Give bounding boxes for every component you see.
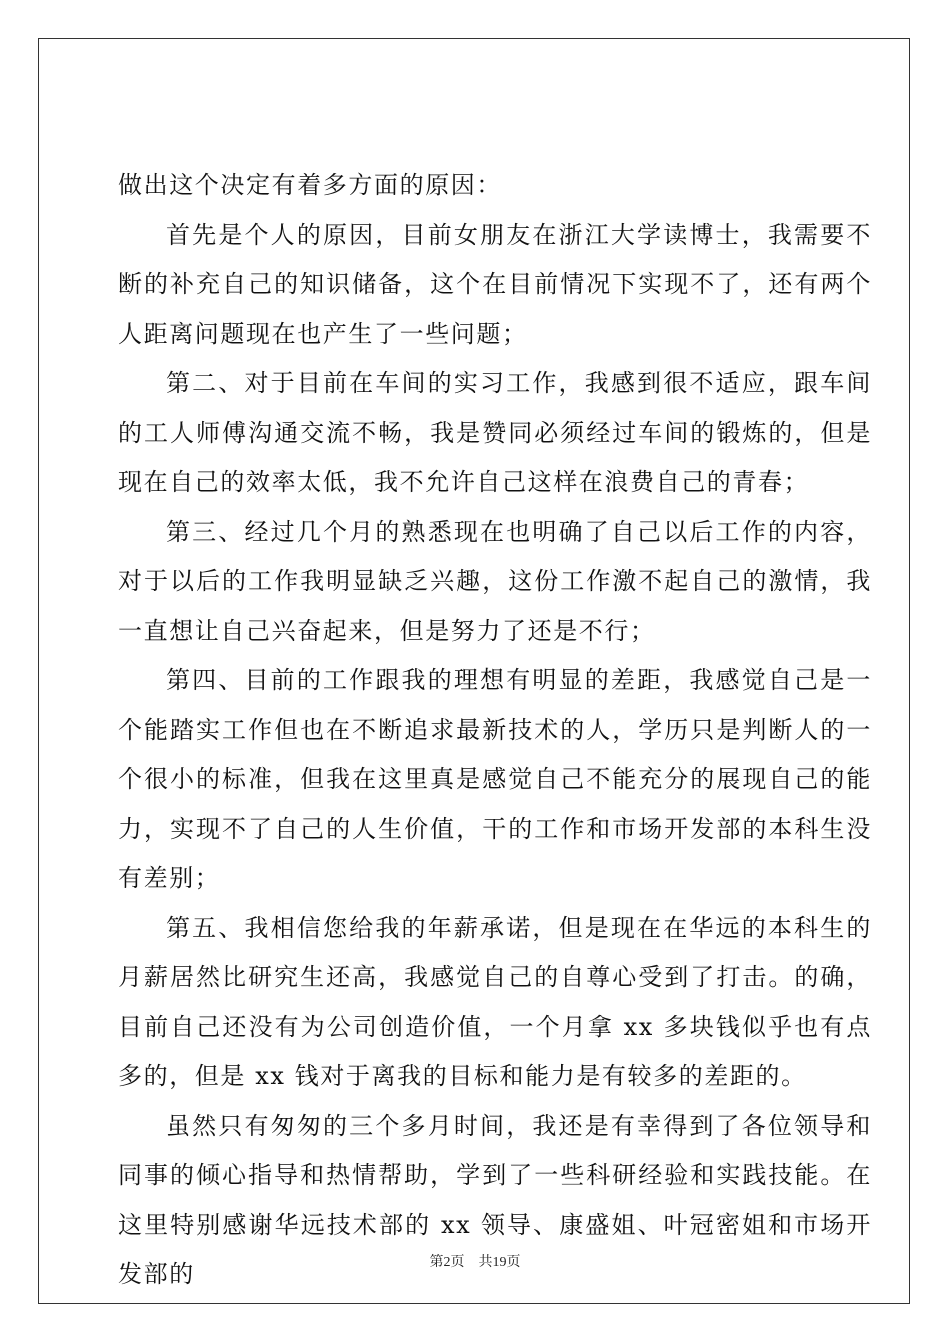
paragraph-reason-third: 第三、经过几个月的熟悉现在也明确了自己以后工作的内容，对于以后的工作我明显缺乏兴趣，这份工作激不起自己的激情，我一直想让自己兴奋起来，但是努力了还是不行； [118,517,872,645]
page-total: 共19页 [478,1255,521,1270]
paragraph-intro: 做出这个决定有着多方面的原因： [118,171,502,199]
document-page [38,38,910,1304]
paragraph-reason-second: 第二、对于目前在车间的实习工作，我感到很不适应，跟车间的工人师傅沟通交流不畅，我是赞同必须经过车间的锻炼的，但是现在自己的效率太低，我不允许自己这样在浪费自己的青春； [118,369,872,496]
document-body [118,161,872,1300]
paragraph-reason-personal: 首先是个人的原因，目前女朋友在浙江大学读博士，我需要不断的补充自己的知识储备，这个在目前情况下实现不了，还有两个人距离问题现在也产生了一些问题； [118,220,872,348]
page-footer [39,1251,911,1271]
paragraph-reason-fourth: 第四、目前的工作跟我的理想有明显的差距，我感觉自己是一个能踏实工作但也在不断追求最新技术的人，学历只是判断人的一个很小的标准，但我在这里真是感觉自己不能充分的展现自己的能力，实现不了自己的人生价值，干的工作和市场开发部的本科生没有差别； [118,666,872,892]
page-number: 第2页 [429,1255,465,1270]
paragraph-thanks: 虽然只有匆匆的三个多月时间，我还是有幸得到了各位领导和同事的倾心指导和热情帮助，学到了一些科研经验和实践技能。在这里特别感谢华远技术部的 xx 领导、康盛姐、叶冠密姐和市场开发部的 [118,1111,872,1288]
paragraph-reason-fifth: 第五、我相信您给我的年薪承诺，但是现在在华远的本科生的月薪居然比研究生还高，我感觉自己的自尊心受到了打击。的确，目前自己还没有为公司创造价值，一个月拿 xx 多块钱似乎也有点多的，但是 xx 钱对于离我的目标和能力是有较多的差距的。 [118,913,872,1090]
